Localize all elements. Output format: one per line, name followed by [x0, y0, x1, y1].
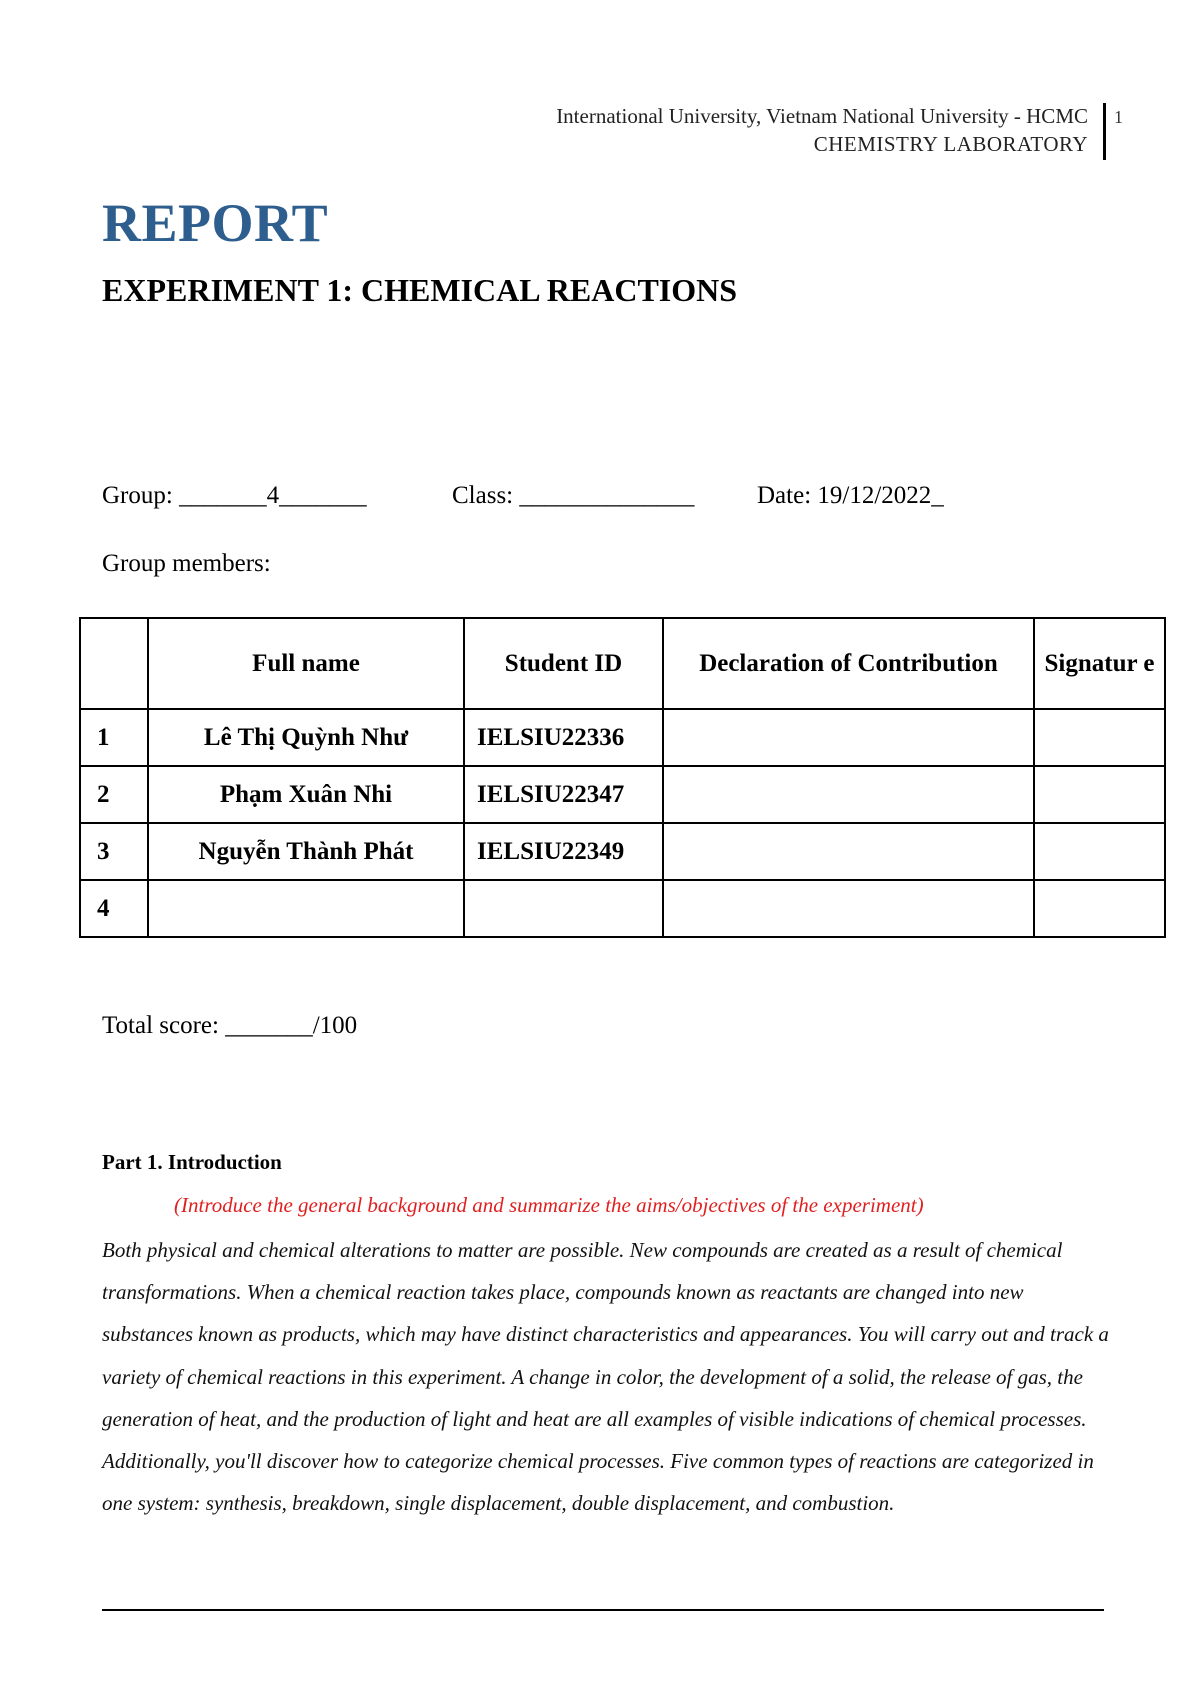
- part1-title: Part 1. Introduction: [102, 1150, 282, 1174]
- row-number: 1: [80, 709, 148, 766]
- date-field: Date: 19/12/2022_: [757, 482, 944, 509]
- row-number: 2: [80, 766, 148, 823]
- page-number: 1: [1114, 107, 1123, 127]
- table-row: [80, 880, 1165, 937]
- signature-cell: [1034, 823, 1165, 880]
- total-score: Total score: _______/100: [102, 1012, 358, 1039]
- info-row: [102, 482, 1102, 510]
- header-student-id: Student ID: [464, 618, 663, 709]
- experiment-title: EXPERIMENT 1: CHEMICAL REACTIONS: [102, 272, 738, 308]
- signature-cell: [1034, 766, 1165, 823]
- signature-cell: [1034, 709, 1165, 766]
- student-id: IELSIU22336: [464, 709, 663, 766]
- table-row: [80, 766, 1165, 823]
- contribution-cell: [663, 823, 1034, 880]
- group-members-label: Group members:: [102, 550, 271, 577]
- member-name: Nguyễn Thành Phát: [148, 823, 464, 880]
- contribution-cell: [663, 709, 1034, 766]
- contribution-cell: [663, 880, 1034, 937]
- header-no: [80, 618, 148, 709]
- member-name: Phạm Xuân Nhi: [148, 766, 464, 823]
- header-declaration: Declaration of Contribution: [663, 618, 1034, 709]
- table-header-row: [80, 618, 1165, 709]
- page-number-divider: [1103, 103, 1106, 160]
- student-id: IELSIU22349: [464, 823, 663, 880]
- row-number: 3: [80, 823, 148, 880]
- header-signature: Signatur e: [1034, 618, 1165, 709]
- footer-divider: [102, 1609, 1104, 1611]
- table-row: [80, 709, 1165, 766]
- university-name: International University, Vietnam National University - HCMC: [556, 104, 1088, 128]
- report-title: REPORT: [102, 193, 329, 253]
- group-field: Group: _______4_______: [102, 482, 367, 509]
- part1-body: Both physical and chemical alterations to matter are possible. New compounds are created as a result of chemical transformations. When a chemical reaction takes place, compounds known as reactants are changed into new substances known as products, which may have distinct characteristics and appearances. You will carry out and track a variety of chemical reactions in this experiment. A change in color, the development of a solid, the release of gas, the generation of heat, and the production of light and heat are all examples of visible indications of chemical processes. Additionally, you'll discover how to categorize chemical processes. Five common types of reactions are categorized in one system: synthesis, breakdown, single displacement, double displacement, and combustion.: [102, 1238, 1109, 1516]
- class-field: Class: ______________: [452, 482, 695, 509]
- page-header: [388, 102, 1088, 158]
- student-id: [464, 880, 663, 937]
- row-number: 4: [80, 880, 148, 937]
- student-id: IELSIU22347: [464, 766, 663, 823]
- header-full-name: Full name: [148, 618, 464, 709]
- table-row: [80, 823, 1165, 880]
- members-table: [79, 617, 1166, 938]
- part1-instruction: (Introduce the general background and summarize the aims/objectives of the experiment): [174, 1193, 924, 1217]
- member-name: [148, 880, 464, 937]
- signature-cell: [1034, 880, 1165, 937]
- contribution-cell: [663, 766, 1034, 823]
- lab-name: CHEMISTRY LABORATORY: [813, 132, 1088, 156]
- member-name: Lê Thị Quỳnh Như: [148, 709, 464, 766]
